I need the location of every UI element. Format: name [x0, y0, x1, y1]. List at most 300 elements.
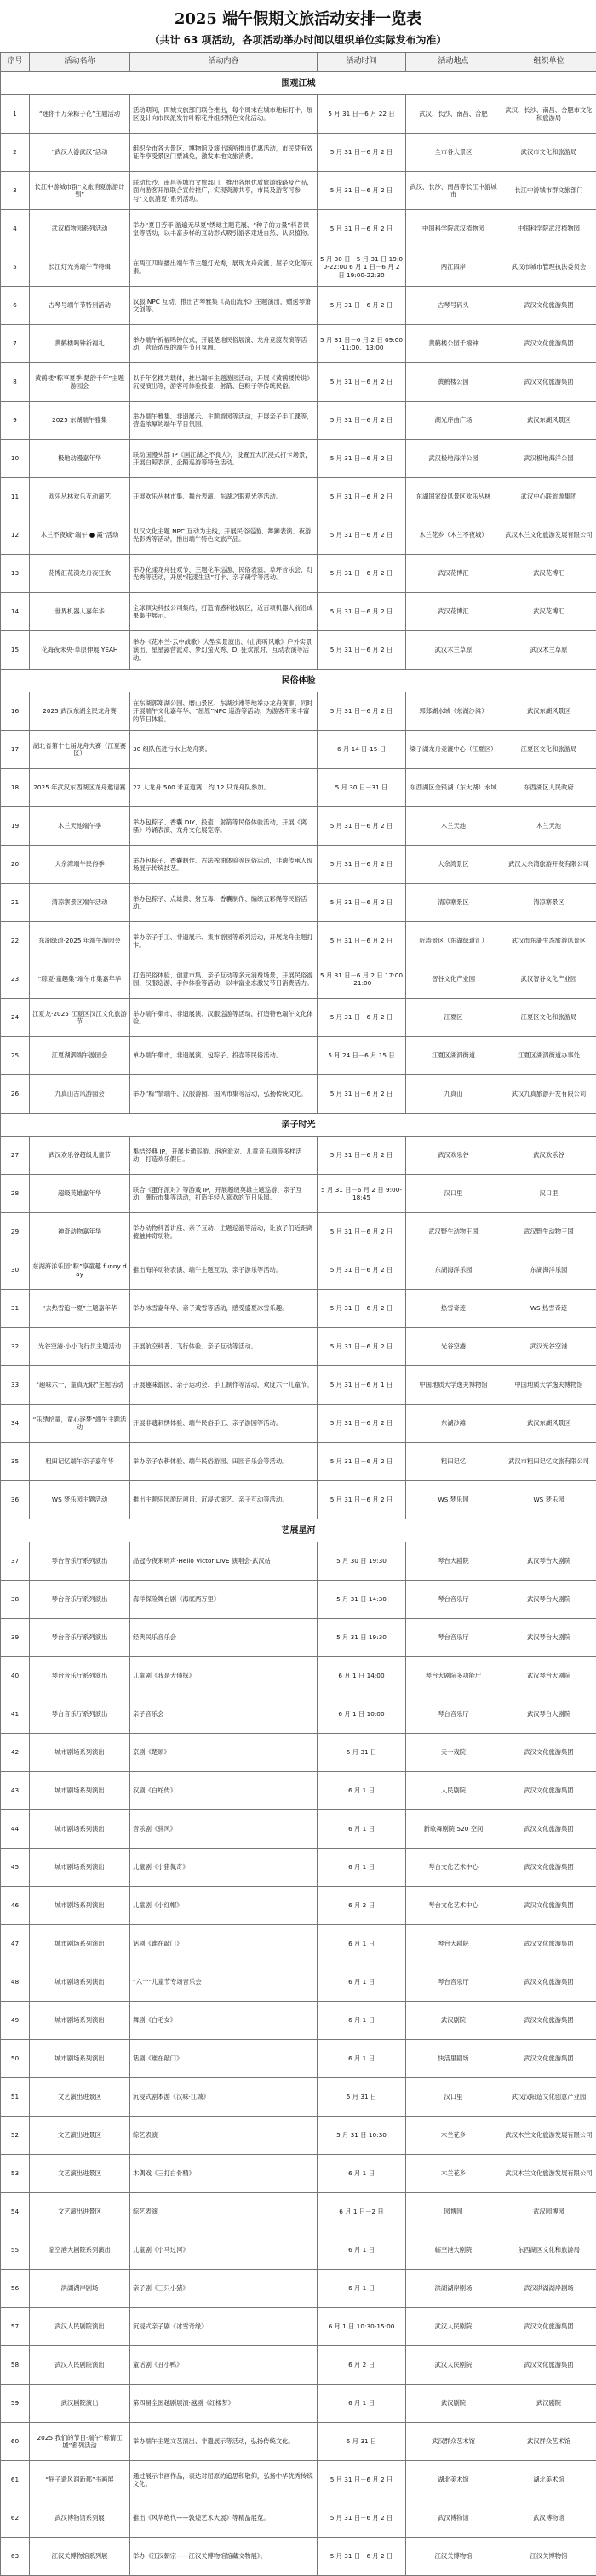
cell-number: 59 — [1, 2385, 30, 2423]
cell-number: 10 — [1, 440, 30, 478]
section-header-row — [1, 72, 596, 95]
cell-activity-time: 6 月 1 日－2 日 — [318, 2193, 406, 2231]
cell-activity-content: 话剧《谁在敲门》 — [130, 2040, 318, 2078]
cell-activity-name: 城市剧场系列演出 — [30, 1925, 130, 1963]
cell-activity-name: 武汉人民剧院演出 — [30, 2346, 130, 2385]
cell-activity-content: 通过展示书画作品，表达对屈原的追思和敬仰，弘扬中华优秀传统文化。 — [130, 2461, 318, 2499]
cell-activity-place: 江夏区 — [406, 999, 501, 1037]
cell-activity-time: 6 月 1 日 — [318, 1849, 406, 1887]
cell-activity-name: 文艺演出进景区 — [30, 2078, 130, 2117]
cell-activity-name: 大余湾端午民俗季 — [30, 846, 130, 884]
cell-activity-name: 粗田记忆端午亲子嘉年华 — [30, 1443, 130, 1481]
cell-activity-name: 琴台音乐厅系列演出 — [30, 1581, 130, 1619]
cell-activity-place: 武汉、长沙、南昌、合肥 — [406, 95, 501, 134]
cell-activity-place: 热雪奇迹 — [406, 1290, 501, 1328]
cell-activity-name: 城市剧场系列演出 — [30, 1810, 130, 1849]
cell-activity-time: 5 月 31 日－6 月 2 日 — [318, 287, 406, 325]
cell-activity-content: “六一”儿童节专场音乐会 — [130, 1963, 318, 2002]
table-row — [1, 1213, 596, 1251]
cell-activity-name: 花海夜未央·草原伸展 YEAH — [30, 631, 130, 670]
cell-activity-place: 木兰花乡 — [406, 2155, 501, 2193]
cell-organizer: 汉口里 — [501, 1175, 596, 1213]
cell-organizer: 长江中游城市群文旅部门 — [501, 172, 596, 210]
table-row — [1, 846, 596, 884]
table-row — [1, 1963, 596, 2002]
section-header-row — [1, 670, 596, 692]
cell-activity-time: 5 月 31 日 — [318, 1734, 406, 1772]
cell-activity-place: 天一戏院 — [406, 1734, 501, 1772]
cell-activity-name: 城市剧场系列演出 — [30, 1734, 130, 1772]
cell-activity-content: 30 组队伍进行水上龙舟赛。 — [130, 731, 318, 769]
cell-organizer: 武汉市东湖生态旅游风景区 — [501, 922, 596, 960]
cell-activity-time: 6 月 1 日 — [318, 2231, 406, 2270]
cell-number: 21 — [1, 884, 30, 922]
table-row — [1, 1443, 596, 1481]
cell-activity-name: 世界机器人嘉年华 — [30, 593, 130, 631]
cell-activity-name: 城市剧场系列演出 — [30, 2040, 130, 2078]
cell-activity-time: 5 月 31 日－6 月 2 日 — [318, 593, 406, 631]
cell-organizer: 武汉市粗田记忆文旅有限公司 — [501, 1443, 596, 1481]
cell-activity-place: 清凉寨景区 — [406, 884, 501, 922]
cell-activity-time: 5 月 30 日－31 日 — [318, 769, 406, 807]
cell-activity-place: 郭郑湖水域（东湖沙滩） — [406, 692, 501, 731]
cell-number: 7 — [1, 325, 30, 363]
cell-activity-name: “屈子遗风润新都”书画展 — [30, 2461, 130, 2499]
cell-activity-place: 中国地质大学逸夫博物馆 — [406, 1366, 501, 1405]
cell-activity-place: 琴台音乐厅 — [406, 1695, 501, 1734]
cell-number: 26 — [1, 1075, 30, 1114]
cell-activity-name: 文艺演出进景区 — [30, 2155, 130, 2193]
cell-activity-time: 5 月 31 日－6 月 2 日 — [318, 922, 406, 960]
cell-activity-time: 6 月 1 日 — [318, 2385, 406, 2423]
cell-activity-place: 临空港大剧院 — [406, 2231, 501, 2270]
table-row — [1, 2040, 596, 2078]
table-row — [1, 692, 596, 731]
section-header-row — [1, 1114, 596, 1137]
cell-activity-place: 武汉博物馆 — [406, 2499, 501, 2538]
cell-activity-place: 武汉、长沙、南昌等长江中游城市 — [406, 172, 501, 210]
table-row — [1, 172, 596, 210]
cell-activity-time: 6 月 1 日 — [318, 2270, 406, 2308]
cell-number: 40 — [1, 1657, 30, 1695]
table-row — [1, 2155, 596, 2193]
cell-activity-content: 儿童剧《小猪佩奇》 — [130, 1849, 318, 1887]
cell-activity-name: 城市剧场系列演出 — [30, 1849, 130, 1887]
table-row — [1, 1772, 596, 1810]
cell-organizer: 江夏区文化和旅游局 — [501, 731, 596, 769]
cell-number: 1 — [1, 95, 30, 134]
table-row — [1, 2117, 596, 2155]
cell-activity-content: 全球顶尖科技公司集结，打造情感科技展区，近百项机器人前沿成果集中展示。 — [130, 593, 318, 631]
cell-organizer: 武汉文化旅游集团 — [501, 1772, 596, 1810]
cell-activity-place: 琴台大剧院 — [406, 1925, 501, 1963]
column-header: 组织单位 — [501, 53, 596, 72]
cell-organizer: 武汉木兰文化旅游发展有限公司 — [501, 2117, 596, 2155]
cell-activity-time: 5 月 31 日－6 月 2 日 — [318, 172, 406, 210]
cell-activity-content: 活动期间，四城文旅部门联合推出，每个周末在城市地标打卡，展区设计向市民派发竹叶粽花并组织特色文化活动。 — [130, 95, 318, 134]
cell-number: 61 — [1, 2461, 30, 2499]
cell-activity-content: 综艺表演 — [130, 2193, 318, 2231]
cell-number: 5 — [1, 248, 30, 287]
cell-activity-place: 武汉人民剧院 — [406, 2308, 501, 2346]
table-row — [1, 2193, 596, 2231]
cell-number: 13 — [1, 555, 30, 593]
cell-activity-content: 举办“粽”情端午、汉服游园、国风市集等活动，弘扬传统文化。 — [130, 1075, 318, 1114]
cell-activity-content: 举办端午集市、非遗展演、汉服巡游等活动，打造特色端午文化体验。 — [130, 999, 318, 1037]
cell-activity-time: 5 月 31 日－6 月 2 日 — [318, 2538, 406, 2576]
cell-activity-content: 联合《蛋仔派对》等游戏 IP，开展超级英雄主题巡游、亲子互动、潮玩市集等活动，打造年轻人喜欢的节日乐园。 — [130, 1175, 318, 1213]
document-subtitle: （共计 63 项活动，各项活动举办时间以组织单位实际发布为准） — [0, 32, 596, 47]
cell-activity-place: 武汉剧院 — [406, 2385, 501, 2423]
cell-number: 62 — [1, 2499, 30, 2538]
cell-activity-time: 5 月 31 日－6 月 2 日 — [318, 846, 406, 884]
cell-activity-place: 古琴号码头 — [406, 287, 501, 325]
cell-activity-content: 汉剧《白蛇传》 — [130, 1772, 318, 1810]
section-title: 民俗体验 — [1, 670, 596, 692]
cell-organizer: 武汉中心联旅游集团 — [501, 478, 596, 516]
cell-activity-place: 汉口里 — [406, 1175, 501, 1213]
cell-number: 51 — [1, 2078, 30, 2117]
cell-activity-place: 智谷文化产业园 — [406, 960, 501, 999]
cell-activity-time: 5 月 31 日－6 月 2 日 — [318, 555, 406, 593]
cell-activity-place: 快活里剧场 — [406, 2040, 501, 2078]
cell-activity-content: 单办端午集市，非遗展演、包粽子、投壶等民俗活动。 — [130, 1037, 318, 1075]
cell-organizer: 武汉琴台大剧院 — [501, 1619, 596, 1657]
cell-activity-content: 第四届全国越剧展演·越剧《红楼梦》 — [130, 2385, 318, 2423]
cell-number: 42 — [1, 1734, 30, 1772]
cell-activity-place: 江汉关博物馆 — [406, 2538, 501, 2576]
cell-activity-time: 5 月 31 日－6 月 2 日 — [318, 1251, 406, 1290]
table-row — [1, 555, 596, 593]
table-row — [1, 1810, 596, 1849]
cell-activity-place: 琴台大剧院 — [406, 1542, 501, 1581]
cell-activity-content: 举办包粽子、香囊 DIY、投壶、射箭等民俗体验活动，开展《离骚》吟诵表演、龙舟文化展览等。 — [130, 807, 318, 846]
cell-organizer: 江汉关博物馆 — [501, 2538, 596, 2576]
cell-organizer: 武汉极地海洋公园 — [501, 440, 596, 478]
cell-organizer: 武汉东湖风景区 — [501, 1405, 596, 1443]
cell-activity-name: “武汉人游武汉”活动 — [30, 134, 130, 172]
cell-activity-time: 5 月 31 日－6 月 2 日 9:00-18:45 — [318, 1175, 406, 1213]
cell-activity-time: 5 月 31 日－6 月 2 日 — [318, 210, 406, 248]
cell-number: 50 — [1, 2040, 30, 2078]
column-header: 活动内容 — [130, 53, 318, 72]
cell-activity-name: 2025 年武汉东西湖区龙舟邀请赛 — [30, 769, 130, 807]
cell-activity-place: 大余湾景区 — [406, 846, 501, 884]
cell-activity-content: 举办《江汉朝宗——江汉关博物馆馆藏文物展》。 — [130, 2538, 318, 2576]
cell-activity-place: 黄鹤楼公园 — [406, 363, 501, 402]
cell-activity-name: 木兰天池端午季 — [30, 807, 130, 846]
cell-organizer: 武汉文化旅游集团 — [501, 2308, 596, 2346]
cell-activity-name: 超级英雄嘉年华 — [30, 1175, 130, 1213]
cell-organizer: 东西湖区人民政府 — [501, 769, 596, 807]
cell-activity-time: 5 月 31 日－6 月 2 日 — [318, 134, 406, 172]
table-row — [1, 1366, 596, 1405]
cell-activity-name: WS 梦乐园主题活动 — [30, 1481, 130, 1519]
table-row — [1, 593, 596, 631]
cell-organizer: 清凉寨景区 — [501, 884, 596, 922]
cell-organizer: 武汉东湖风景区 — [501, 692, 596, 731]
cell-activity-name: 洪湖湖岸剧场 — [30, 2270, 130, 2308]
cell-activity-time: 6 月 1 日 — [318, 1963, 406, 2002]
cell-activity-time: 5 月 31 日－6 月 2 日 — [318, 1443, 406, 1481]
table-row — [1, 807, 596, 846]
cell-activity-name: 湖北省第十七届龙舟大赛（江夏赛区） — [30, 731, 130, 769]
cell-activity-time: 5 月 31 日 — [318, 2078, 406, 2117]
cell-activity-content: 在东湖郭郑湖公园、磨山景区、东湖沙滩等地举办龙舟赛事，同时开展端午文化嘉年华、“屈原”NPC 巡游等活动，为游客带来丰富的节日体验。 — [130, 692, 318, 731]
cell-number: 28 — [1, 1175, 30, 1213]
cell-activity-name: 临空港大剧院系列演出 — [30, 2231, 130, 2270]
table-row — [1, 1849, 596, 1887]
table-row — [1, 2499, 596, 2538]
cell-activity-name: 黄鹤楼“粽享夏季·楚韵千年”主题游园会 — [30, 363, 130, 402]
cell-activity-place: 武汉花博汇 — [406, 555, 501, 593]
cell-activity-content: 22 人龙舟 500 米直道赛，约 12 只龙舟队参加。 — [130, 769, 318, 807]
cell-number: 9 — [1, 402, 30, 440]
cell-number: 22 — [1, 922, 30, 960]
table-row — [1, 2308, 596, 2346]
table-row — [1, 1695, 596, 1734]
cell-activity-place: 琴台音乐厅 — [406, 1963, 501, 2002]
cell-organizer: 武汉欢乐谷 — [501, 1137, 596, 1175]
cell-activity-name: “粽夏·童趣集”端午市集嘉年华 — [30, 960, 130, 999]
cell-activity-place: 琴台音乐厅 — [406, 1619, 501, 1657]
activity-table — [0, 52, 596, 2576]
cell-number: 23 — [1, 960, 30, 999]
cell-number: 30 — [1, 1251, 30, 1290]
cell-number: 47 — [1, 1925, 30, 1963]
cell-organizer: 武汉文化旅游集团 — [501, 287, 596, 325]
cell-number: 60 — [1, 2423, 30, 2461]
section-title: 亲子时光 — [1, 1114, 596, 1137]
table-row — [1, 1887, 596, 1925]
cell-activity-name: 神奇动物嘉年华 — [30, 1213, 130, 1251]
cell-number: 33 — [1, 1366, 30, 1405]
cell-activity-content: 音乐剧《辞风》 — [130, 1810, 318, 1849]
cell-activity-time: 5 月 31 日 19:30 — [318, 1619, 406, 1657]
table-row — [1, 516, 596, 555]
cell-activity-content: 儿童剧《小红帽》 — [130, 1887, 318, 1925]
cell-activity-place: WS 梦乐园 — [406, 1481, 501, 1519]
cell-activity-name: 武汉人民剧院演出 — [30, 2308, 130, 2346]
cell-organizer: 武汉智谷文化产业园 — [501, 960, 596, 999]
cell-activity-name: 黄鹤楼鸣钟祈福礼 — [30, 325, 130, 363]
cell-activity-time: 6 月 14 日-15 日 — [318, 731, 406, 769]
cell-activity-time: 5 月 31 日－6 月 2 日 — [318, 1137, 406, 1175]
cell-organizer: 武汉汉阳造文化创意产业园 — [501, 2078, 596, 2117]
cell-number: 12 — [1, 516, 30, 555]
cell-activity-name: 城市剧场系列演出 — [30, 1887, 130, 1925]
cell-activity-content: 开展航空科普、飞行体验、亲子互动等活动。 — [130, 1328, 318, 1366]
cell-organizer: WS 热雪奇迹 — [501, 1290, 596, 1328]
cell-organizer: 武汉琴台大剧院 — [501, 1581, 596, 1619]
cell-activity-place: 听涛景区（东湖绿道汇） — [406, 922, 501, 960]
cell-activity-name: 琴台音乐厅系列演出 — [30, 1619, 130, 1657]
cell-activity-time: 5 月 31 日－6 月 2 日 — [318, 1328, 406, 1366]
cell-activity-content: 品冠今夜来听声·Hello Victor LIVE 演唱会·武汉站 — [130, 1542, 318, 1581]
cell-activity-name: 武汉剧院演出 — [30, 2385, 130, 2423]
cell-organizer: 中国地质大学逸夫博物馆 — [501, 1366, 596, 1405]
cell-number: 18 — [1, 769, 30, 807]
cell-activity-content: 在两江四岸播出端午节主题灯光秀，展现龙舟竞渡、屈子文化等元素。 — [130, 248, 318, 287]
table-row — [1, 999, 596, 1037]
table-row — [1, 884, 596, 922]
table-row — [1, 1657, 596, 1695]
table-row — [1, 1542, 596, 1581]
cell-organizer: 武汉花博汇 — [501, 593, 596, 631]
cell-activity-content: 打造民俗体验、创意市集、亲子互动等多元消费场景，开展民俗游园、汉服巡游、手作体验等活动，以丰富业态激发节日消费活力。 — [130, 960, 318, 999]
column-header: 活动名称 — [30, 53, 130, 72]
cell-organizer: 武汉九真旅游开发有限公司 — [501, 1075, 596, 1114]
table-row — [1, 1734, 596, 1772]
table-row — [1, 210, 596, 248]
cell-activity-time: 5 月 31 日－6 月 2 日 — [318, 1290, 406, 1328]
cell-activity-name: “去热雪追一夏”主题嘉年华 — [30, 1290, 130, 1328]
cell-activity-place: 人民剧院 — [406, 1772, 501, 1810]
cell-activity-name: 2025 武汉东湖全民龙舟赛 — [30, 692, 130, 731]
cell-number: 19 — [1, 807, 30, 846]
cell-activity-place: 东湖国家级风景区欢乐丛林 — [406, 478, 501, 516]
cell-activity-content: 海洋探险舞台剧《海底两万里》 — [130, 1581, 318, 1619]
cell-organizer: 武汉文化旅游集团 — [501, 2002, 596, 2040]
table-row — [1, 440, 596, 478]
cell-number: 49 — [1, 2002, 30, 2040]
cell-activity-place: 江夏区湖泗街道 — [406, 1037, 501, 1075]
cell-activity-place: 木兰花乡 — [406, 2117, 501, 2155]
cell-activity-content: 组织全市各大景区、博物馆及演出场所推出优惠活动，市民凭有效证件享受景区门票减免，激发本地文旅消费。 — [130, 134, 318, 172]
cell-activity-content: 儿童剧《我是大侦探》 — [130, 1657, 318, 1695]
cell-activity-content: 联动长沙、南昌等城市文旅部门，推出各地优质旅游线路及产品，面向游客开展联合宣传推广，实现资源共享，市民及游客可参与“文旅消夏”系列活动。 — [130, 172, 318, 210]
cell-activity-time: 5 月 31 日－6 月 2 日 — [318, 363, 406, 402]
cell-number: 14 — [1, 593, 30, 631]
cell-activity-time: 6 月 1 日 10:00 — [318, 1695, 406, 1734]
cell-activity-time: 5 月 31 日－6 月 2 日 17:00-21:00 — [318, 960, 406, 999]
cell-activity-name: 光谷空港·小小飞行员主题活动 — [30, 1328, 130, 1366]
cell-activity-content: 木偶戏《三打白骨精》 — [130, 2155, 318, 2193]
cell-activity-content: 举办《花木兰·云中战歌》大型实景演出、《山海听风歌》户外实景演出、星星露营派对、梦幻萤火秀、DJ 狂欢派对、互动表演等活动。 — [130, 631, 318, 670]
cell-activity-content: 亲子剧《三只小猪》 — [130, 2270, 318, 2308]
cell-activity-name: 木兰不夜城“端午 ● 霞”活动 — [30, 516, 130, 555]
cell-activity-content: 话剧《谁在敲门》 — [130, 1925, 318, 1963]
table-row — [1, 2385, 596, 2423]
table-row — [1, 1619, 596, 1657]
cell-activity-content: 举办包粽子、香囊制作、古法榨油体验等民俗活动，非遗传承人现场展示传统技艺。 — [130, 846, 318, 884]
cell-activity-time: 5 月 31 日－6 月 2 日 — [318, 440, 406, 478]
table-row — [1, 2538, 596, 2576]
table-row — [1, 2231, 596, 2270]
section-title: 艺展星河 — [1, 1519, 596, 1542]
cell-number: 39 — [1, 1619, 30, 1657]
cell-activity-time: 5 月 31 日－6 月 2 日 — [318, 999, 406, 1037]
cell-number: 52 — [1, 2117, 30, 2155]
cell-organizer: 武汉木兰草原 — [501, 631, 596, 670]
cell-activity-place: 全市各大景区 — [406, 134, 501, 172]
table-row — [1, 402, 596, 440]
cell-activity-place: 东湖海洋乐园 — [406, 1251, 501, 1290]
cell-number: 25 — [1, 1037, 30, 1075]
cell-activity-time: 6 月 1 日 — [318, 1772, 406, 1810]
cell-number: 2 — [1, 134, 30, 172]
cell-organizer: 武汉花博汇 — [501, 555, 596, 593]
cell-activity-content: 亲子音乐会 — [130, 1695, 318, 1734]
cell-activity-place: 武汉欢乐谷 — [406, 1137, 501, 1175]
column-header: 活动地点 — [406, 53, 501, 72]
cell-activity-time: 5 月 31 日－6 月 2 日 — [318, 2499, 406, 2538]
cell-activity-time: 5 月 31 日 10:30 — [318, 2117, 406, 2155]
cell-number: 57 — [1, 2308, 30, 2346]
cell-organizer: 东西湖区文化和旅游局 — [501, 2231, 596, 2270]
cell-activity-place: 湖北美术馆 — [406, 2461, 501, 2499]
cell-organizer: 东湖海洋乐园 — [501, 1251, 596, 1290]
cell-activity-content: 京剧《楚颂》 — [130, 1734, 318, 1772]
cell-organizer: 武汉文化旅游集团 — [501, 1887, 596, 1925]
cell-organizer: 武汉东湖风景区 — [501, 402, 596, 440]
cell-organizer: 中国科学院武汉植物园 — [501, 210, 596, 248]
cell-activity-time: 5 月 31 日－6 月 2 日 — [318, 478, 406, 516]
cell-number: 24 — [1, 999, 30, 1037]
cell-activity-content: 沉浸式亲子剧《冰雪奇缘》 — [130, 2308, 318, 2346]
cell-organizer: 江夏区文化和旅游局 — [501, 999, 596, 1037]
cell-activity-time: 5 月 31 日－6 月 22 日 — [318, 95, 406, 134]
document-title: 2025 端午假期文旅活动安排一览表 — [0, 7, 596, 29]
cell-activity-name: 文艺演出进景区 — [30, 2193, 130, 2231]
table-row — [1, 2346, 596, 2385]
table-row — [1, 2002, 596, 2040]
cell-activity-content: 开展非遗刺绣体验、端午民俗手工、亲子游园等活动。 — [130, 1405, 318, 1443]
cell-activity-time: 5 月 31 日 — [318, 2423, 406, 2461]
cell-activity-content: 开展趣味游园、亲子运动会、手工制作等活动，欢度六一儿童节。 — [130, 1366, 318, 1405]
document — [0, 7, 596, 2576]
table-row — [1, 2461, 596, 2499]
section-header-row — [1, 1519, 596, 1542]
cell-activity-time: 6 月 1 日 14:00 — [318, 1657, 406, 1695]
cell-activity-content: 经典民乐音乐会 — [130, 1619, 318, 1657]
cell-activity-place: 武汉极地海洋公园 — [406, 440, 501, 478]
cell-activity-name: 江夏龙·2025 江夏区汉江文化旅游节 — [30, 999, 130, 1037]
cell-number: 27 — [1, 1137, 30, 1175]
cell-organizer: 武汉琴台大剧院 — [501, 1695, 596, 1734]
cell-activity-content: 开展欢乐丛林市集、舞台表演、东湖之眼观光等活动。 — [130, 478, 318, 516]
table-row — [1, 478, 596, 516]
cell-organizer: 武汉文化旅游集团 — [501, 1963, 596, 2002]
cell-organizer: 武汉大余湾旅游开发有限公司 — [501, 846, 596, 884]
table-row — [1, 731, 596, 769]
cell-activity-place: 武汉剧院 — [406, 2002, 501, 2040]
cell-activity-name: 武汉博物馆系列展 — [30, 2499, 130, 2538]
cell-activity-place: 新歌舞剧院 520 空间 — [406, 1810, 501, 1849]
cell-activity-name: 极地动漫嘉年华 — [30, 440, 130, 478]
table-body — [1, 72, 596, 2576]
cell-activity-content: 推出主题乐园游玩项目、沉浸式演艺、亲子互动等活动。 — [130, 1481, 318, 1519]
cell-activity-name: 琴台音乐厅系列演出 — [30, 1542, 130, 1581]
table-header-row — [1, 53, 596, 72]
cell-number: 56 — [1, 2270, 30, 2308]
cell-activity-name: 2025 东湖端午雅集 — [30, 402, 130, 440]
cell-activity-content: 举办包粽子、点雄黄、射五毒、香囊制作、编织五彩绳等民俗活动。 — [130, 884, 318, 922]
cell-activity-time: 5 月 31 日－6 月 2 日 — [318, 2461, 406, 2499]
cell-activity-name: 东湖海洋乐园“粽”享童趣 funny day — [30, 1251, 130, 1290]
cell-organizer: 湖北美术馆 — [501, 2461, 596, 2499]
cell-organizer: 武汉木兰文化旅游发展有限公司 — [501, 516, 596, 555]
cell-activity-place: 武汉花博汇 — [406, 593, 501, 631]
cell-number: 55 — [1, 2231, 30, 2270]
cell-activity-time: 5 月 31 日－6 月 2 日 — [318, 516, 406, 555]
cell-activity-content: 综艺表演 — [130, 2117, 318, 2155]
cell-activity-place: 洪湖湖岸剧场 — [406, 2270, 501, 2308]
cell-activity-name: 花博汇花漾龙舟夜狂欢 — [30, 555, 130, 593]
cell-activity-name: 城市剧场系列演出 — [30, 1963, 130, 2002]
table-row — [1, 960, 596, 999]
table-row — [1, 1481, 596, 1519]
